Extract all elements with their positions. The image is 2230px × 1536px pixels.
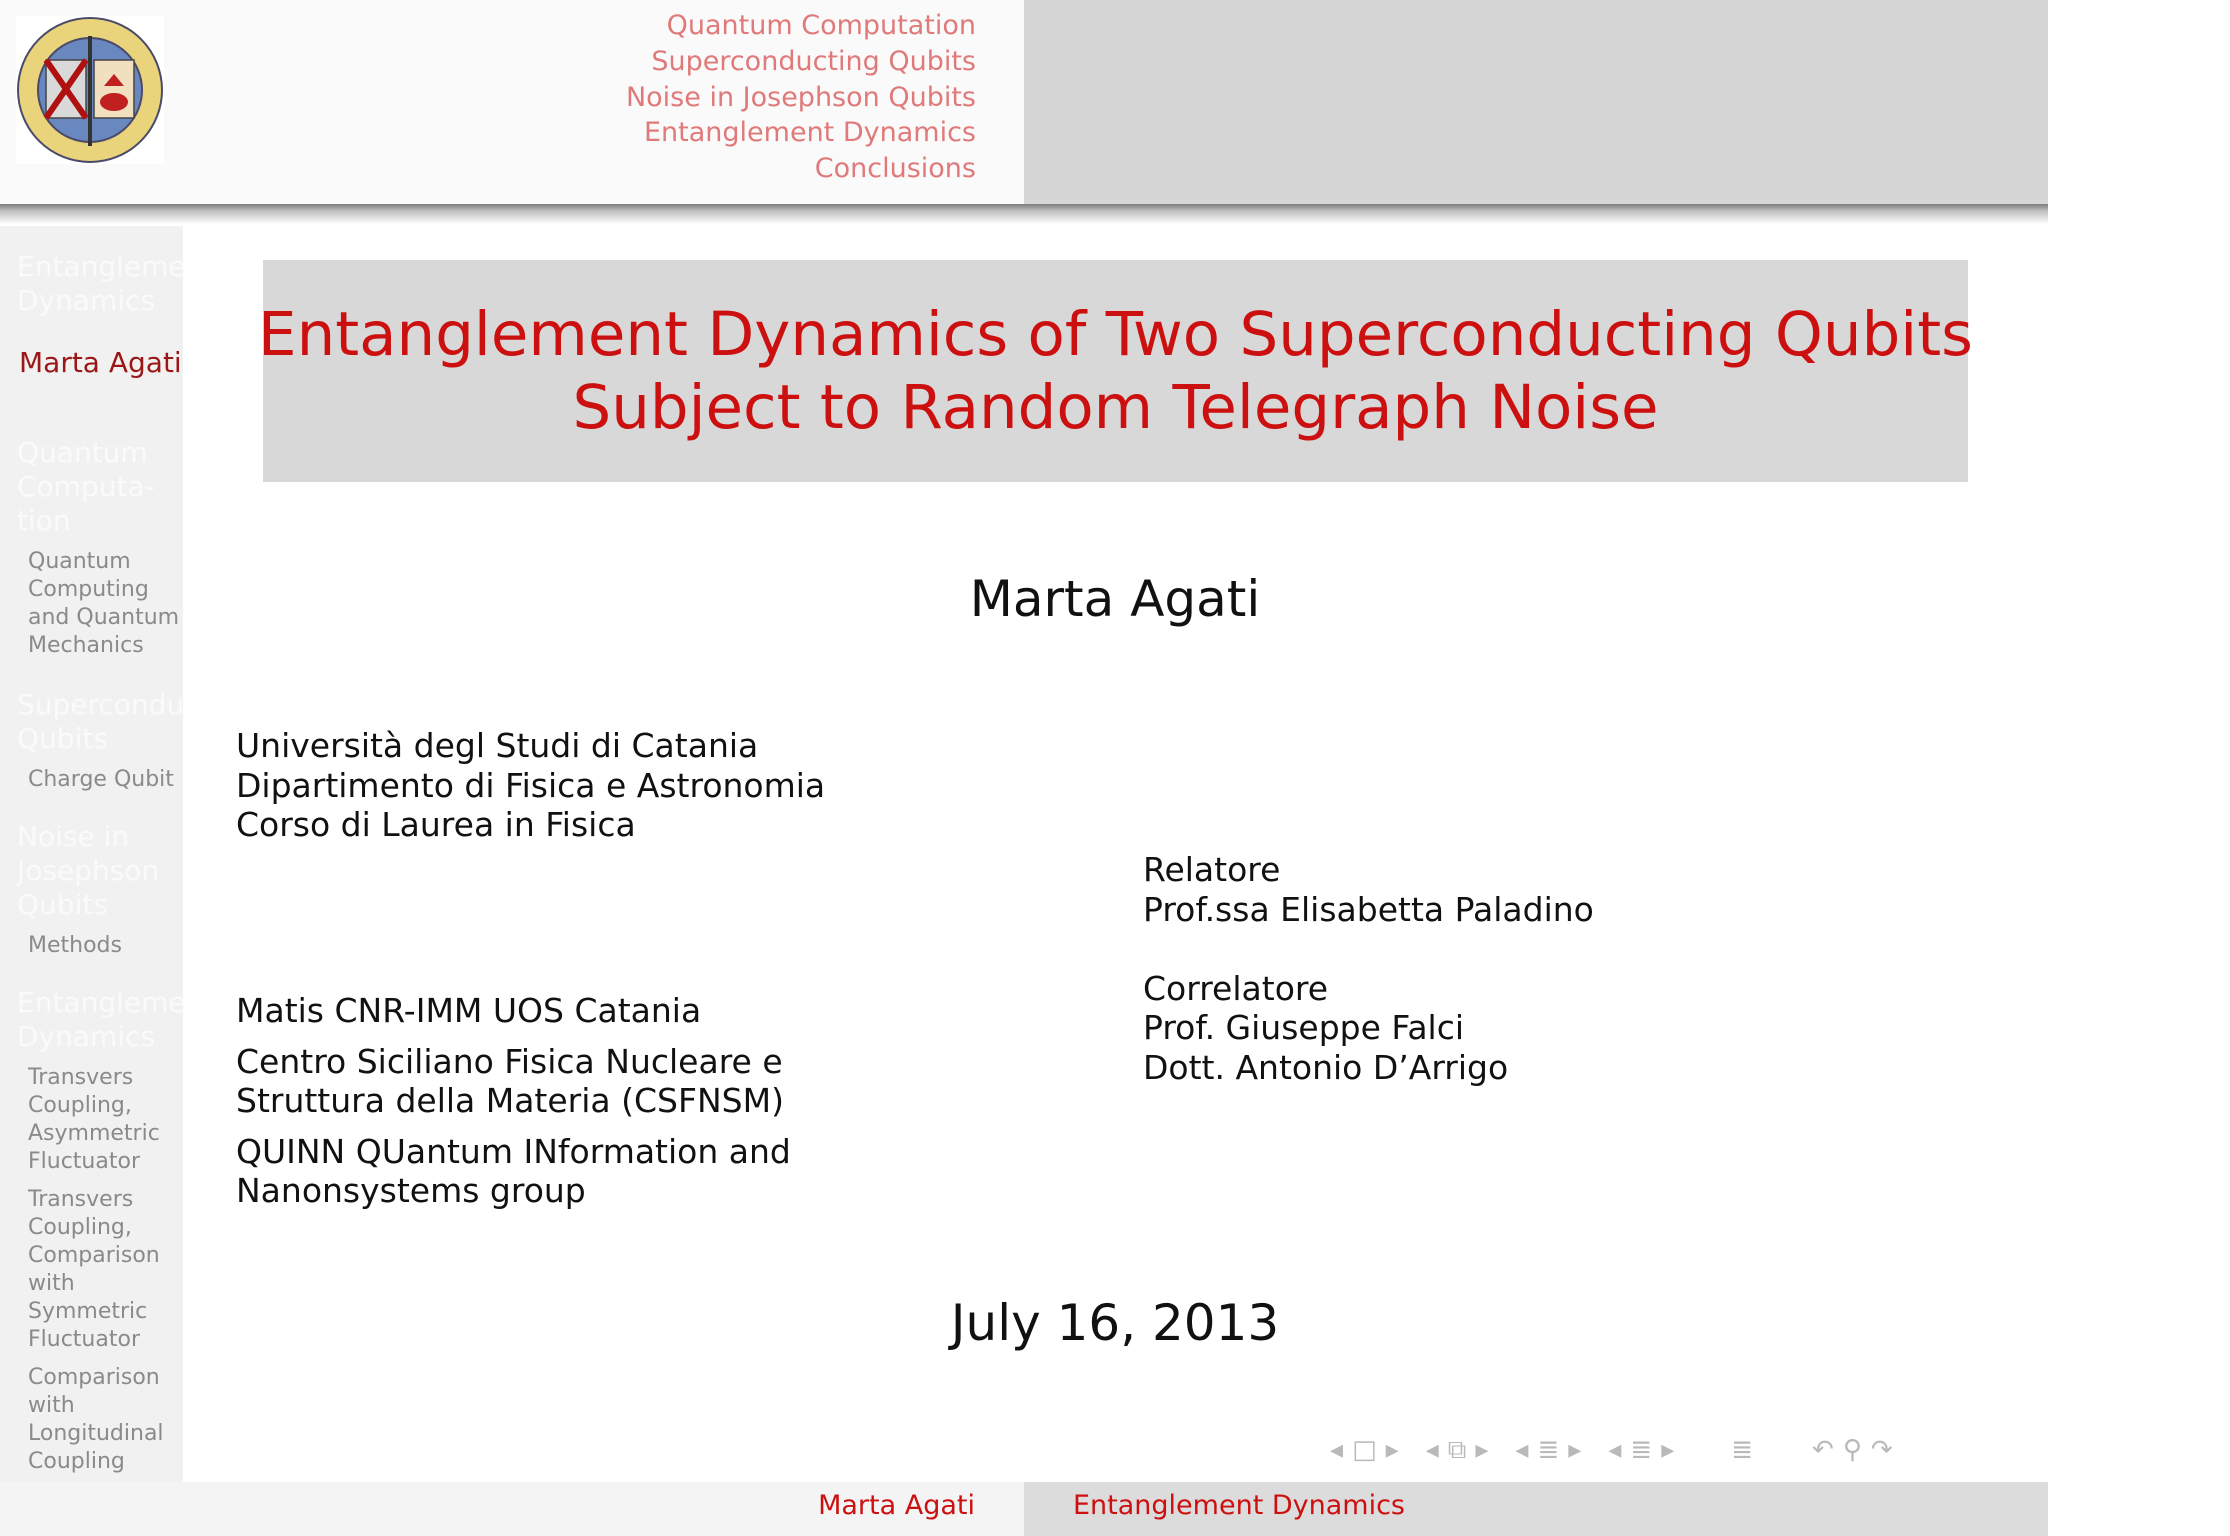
beamer-nav-controls	[1330, 1430, 1902, 1470]
nav-forward-icon[interactable]: ↷	[1870, 1435, 1893, 1465]
cosupervisor-name-1: Prof. Giuseppe Falci	[1143, 1008, 1465, 1047]
affiliation-quinn-1: QUINN QUantum INformation and	[236, 1131, 791, 1171]
affiliations-block	[236, 991, 791, 1211]
nav-subsection-icon[interactable]: ≣	[1537, 1435, 1560, 1465]
affiliation-matis: Matis CNR-IMM UOS Catania	[236, 991, 702, 1030]
supervisor-label: Relatore	[1143, 850, 1281, 889]
sidebar-section-quantum-computation[interactable]: Quantum Computa- tion	[17, 436, 155, 537]
nav-prev-slide-icon[interactable]: ◂	[1330, 1435, 1344, 1465]
affiliation-csfnsm-2: Struttura della Materia (CSFNSM)	[236, 1081, 784, 1120]
nav-back-icon[interactable]: ↶	[1812, 1435, 1834, 1465]
sidebar-section-noise-josephson[interactable]: Noise in Josephson Qubits	[17, 820, 160, 921]
header-section-conclusions[interactable]: Conclusions	[814, 153, 976, 185]
cosupervisor-name-2: Dott. Antonio D’Arrigo	[1143, 1047, 1509, 1087]
nav-appendix-icon[interactable]: ≣	[1731, 1435, 1754, 1465]
footer-short-title: Entanglement Dynamics	[1073, 1490, 1406, 1521]
sidebar-subsection-charge-qubit[interactable]: Charge Qubit	[28, 767, 174, 792]
sidebar-subsection-longitudinal[interactable]: Comparison with Longitudinal Coupling	[28, 1365, 164, 1474]
header-section-noise-josephson-qubits[interactable]: Noise in Josephson Qubits	[625, 81, 976, 113]
sidebar-author: Marta Agati	[19, 346, 182, 379]
nav-slide-icon[interactable]: □	[1352, 1435, 1377, 1465]
nav-next-subsection-icon[interactable]: ▸	[1568, 1435, 1582, 1465]
supervisor-block	[1143, 850, 1594, 1087]
university-logo	[16, 16, 164, 164]
institution-course: Corso di Laurea in Fisica	[236, 805, 636, 844]
affiliation-csfnsm-1: Centro Siciliano Fisica Nucleare e	[236, 1041, 783, 1081]
header-section-entanglement-dynamics[interactable]: Entanglement Dynamics	[643, 117, 976, 149]
title-box	[258, 260, 1973, 482]
nav-section-icon[interactable]: ≣	[1630, 1435, 1653, 1465]
nav-prev-frame-icon[interactable]: ◂	[1425, 1435, 1439, 1465]
sidebar-subsection-asymmetric[interactable]: Transvers Coupling, Asymmetric Fluctuator	[28, 1065, 160, 1174]
header-right-pane	[1024, 0, 2048, 204]
header-section-quantum-computation[interactable]: Quantum Computation	[666, 10, 976, 41]
institution-block	[236, 726, 825, 845]
header-section-superconducting-qubits[interactable]: Superconducting Qubits	[651, 45, 976, 77]
sidebar-subsection-symmetric[interactable]: Transvers Coupling, Comparison with Symmetric Fluctuator	[28, 1187, 160, 1352]
footer-author: Marta Agati	[818, 1490, 975, 1521]
nav-prev-section-icon[interactable]: ◂	[1608, 1435, 1622, 1465]
affiliation-quinn-2: Nanonsystems group	[236, 1171, 586, 1210]
header-section-nav	[626, 8, 976, 187]
sidebar-section-superconducting-qubits[interactable]: Superconducting Qubits	[17, 688, 254, 755]
nav-next-frame-icon[interactable]: ▸	[1475, 1435, 1489, 1465]
slide-date: July 16, 2013	[950, 1294, 1280, 1352]
supervisor-spacer	[1143, 929, 1594, 969]
slide-title-line-2: Subject to Random Telegraph Noise	[572, 372, 1659, 443]
institution-department: Dipartimento di Fisica e Astronomia	[236, 765, 826, 805]
nav-prev-subsection-icon[interactable]: ◂	[1515, 1435, 1529, 1465]
footer-left	[0, 1482, 1024, 1536]
footer-right	[1024, 1482, 2048, 1536]
nav-frame-icon[interactable]: ⧉	[1447, 1434, 1467, 1465]
nav-search-icon[interactable]: ⚲	[1842, 1435, 1862, 1465]
sidebar-subsection-methods[interactable]: Methods	[28, 933, 122, 958]
nav-next-section-icon[interactable]: ▸	[1661, 1435, 1675, 1465]
cosupervisor-label: Correlatore	[1143, 968, 1329, 1008]
sidebar-subsection-quantum-computing[interactable]: Quantum Computing and Quantum Mechanics	[28, 549, 180, 658]
nav-next-slide-icon[interactable]: ▸	[1385, 1435, 1399, 1465]
sidebar-presentation-title[interactable]: Entanglement Dynamics	[17, 250, 215, 317]
institution-university: Università degl Studi di Catania	[236, 726, 759, 765]
sidebar-section-entanglement-dynamics[interactable]: Entanglement Dynamics	[17, 986, 215, 1053]
slide-title-line-1: Entanglement Dynamics of Two Superconducting Qubits	[258, 299, 1973, 370]
supervisor-name: Prof.ssa Elisabetta Paladino	[1143, 889, 1594, 929]
slide-author: Marta Agati	[969, 570, 1261, 628]
header-shadow	[0, 204, 2048, 224]
